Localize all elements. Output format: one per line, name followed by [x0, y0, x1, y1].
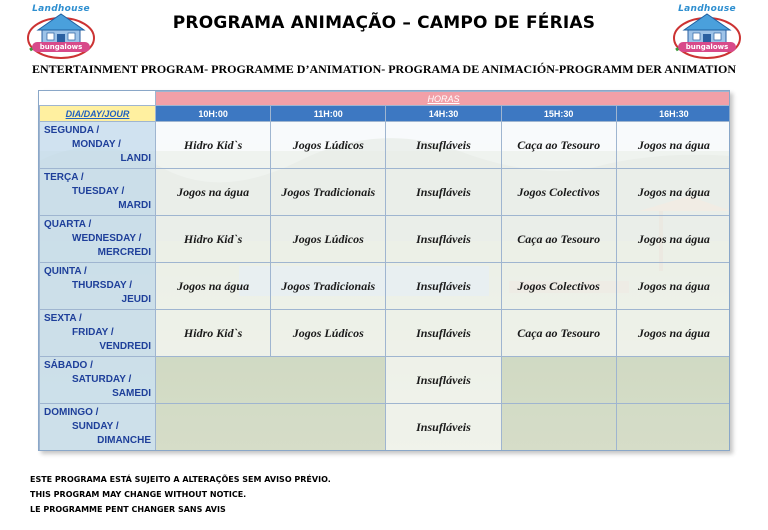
- activity-cell: Jogos na água: [616, 216, 730, 263]
- day-name-en: THURSDAY /: [72, 280, 133, 291]
- activity-cell-empty: [616, 404, 730, 451]
- activity-cell: Jogos na água: [156, 263, 271, 310]
- day-label: [40, 404, 156, 451]
- day-name-pt: QUARTA /: [44, 219, 92, 230]
- activity-cell: Jogos Lúdicos: [271, 122, 386, 169]
- day-name-pt: TERÇA /: [44, 172, 84, 183]
- day-label: [40, 263, 156, 310]
- day-name-en: TUESDAY /: [72, 186, 125, 197]
- hour-header: 11H:00: [271, 106, 386, 122]
- activity-cell: Jogos Lúdicos: [271, 310, 386, 357]
- day-name-fr: SAMEDI: [112, 388, 151, 399]
- activity-cell: Jogos na água: [616, 263, 730, 310]
- logo-subtext: bungalows: [678, 42, 736, 52]
- day-label: [40, 357, 156, 404]
- day-name-fr: DIMANCHE: [97, 435, 151, 446]
- logo-subtext: bungalows: [32, 42, 90, 52]
- logo-text: Landhouse: [678, 4, 736, 14]
- activity-cell: Insufláveis: [386, 404, 501, 451]
- activity-cell: Jogos Lúdicos: [271, 216, 386, 263]
- activity-cell: Hidro Kid`s: [156, 216, 271, 263]
- activity-cell: Caça ao Tesouro: [501, 216, 616, 263]
- day-name-pt: SÁBADO /: [44, 360, 93, 371]
- hour-header: 16H:30: [616, 106, 730, 122]
- day-name-pt: DOMINGO /: [44, 407, 99, 418]
- activity-cell: Jogos na água: [616, 122, 730, 169]
- landhouse-logo-right: [668, 4, 746, 60]
- hour-header: 14H:30: [386, 106, 501, 122]
- day-row-sunday: [40, 404, 731, 451]
- day-label: [40, 216, 156, 263]
- activity-cell: Insufláveis: [386, 263, 501, 310]
- activity-cell: Hidro Kid`s: [156, 122, 271, 169]
- day-name-fr: VENDREDI: [99, 341, 151, 352]
- disclaimer-notes: [30, 472, 530, 517]
- day-label: [40, 169, 156, 216]
- activity-cell: Jogos Colectivos: [501, 263, 616, 310]
- activity-cell: Insufláveis: [386, 310, 501, 357]
- day-name-en: SATURDAY /: [72, 374, 132, 385]
- activity-cell: Jogos na água: [616, 310, 730, 357]
- activity-cell: Insufláveis: [386, 169, 501, 216]
- activity-cell: Insufláveis: [386, 357, 501, 404]
- day-name-en: SUNDAY /: [72, 421, 119, 432]
- hour-header: 15H:30: [501, 106, 616, 122]
- day-row-friday: [40, 310, 731, 357]
- day-name-pt: SEXTA /: [44, 313, 82, 324]
- note-en: THIS PROGRAM MAY CHANGE WITHOUT NOTICE.: [30, 490, 247, 499]
- activity-cell: Insufláveis: [386, 216, 501, 263]
- page-subtitle: ENTERTAINMENT PROGRAM- PROGRAMME D’ANIMATION- PROGRAMA DE ANIMACIÓN-PROGRAMM DER ANIMATION: [32, 62, 736, 76]
- activity-cell: Jogos Tradicionais: [271, 169, 386, 216]
- hour-header: 10H:00: [156, 106, 271, 122]
- horas-spacer: [40, 92, 156, 106]
- schedule-grid: [39, 91, 730, 451]
- day-row-monday: [40, 122, 731, 169]
- horas-label: HORAS: [156, 92, 731, 106]
- activity-cell: Jogos Tradicionais: [271, 263, 386, 310]
- activity-cell: Insufláveis: [386, 122, 501, 169]
- page-title: PROGRAMA ANIMAÇÃO – CAMPO DE FÉRIAS: [172, 13, 596, 33]
- activity-cell-empty: [501, 404, 616, 451]
- landhouse-logo-left: [22, 4, 100, 60]
- day-name-en: WEDNESDAY /: [72, 233, 142, 244]
- day-name-fr: JEUDI: [121, 294, 151, 305]
- activity-cell: Jogos na água: [616, 169, 730, 216]
- day-name-en: FRIDAY /: [72, 327, 114, 338]
- activity-cell-empty: [156, 357, 386, 404]
- activity-cell: Jogos Colectivos: [501, 169, 616, 216]
- schedule-table: [38, 90, 730, 451]
- note-fr: LE PROGRAMME PENT CHANGER SANS AVIS: [30, 505, 226, 514]
- activity-cell: Caça ao Tesouro: [501, 122, 616, 169]
- day-name-pt: SEGUNDA /: [44, 125, 100, 136]
- activity-cell-empty: [156, 404, 386, 451]
- day-column-header: DIA/DAY/JOUR: [40, 106, 156, 122]
- day-row-wednesday: [40, 216, 731, 263]
- day-name-fr: LANDI: [120, 153, 151, 164]
- logo-text: Landhouse: [32, 4, 90, 14]
- day-name-pt: QUINTA /: [44, 266, 87, 277]
- day-name-en: MONDAY /: [72, 139, 121, 150]
- day-name-fr: MERCREDI: [97, 247, 151, 258]
- activity-cell: Jogos na água: [156, 169, 271, 216]
- note-pt: ESTE PROGRAMA ESTÁ SUJEITO A ALTERAÇÕES SEM AVISO PRÉVIO.: [30, 475, 331, 484]
- day-row-saturday: [40, 357, 731, 404]
- day-row-thursday: [40, 263, 731, 310]
- activity-cell-empty: [501, 357, 616, 404]
- day-label: [40, 122, 156, 169]
- day-label: [40, 310, 156, 357]
- day-name-fr: MARDI: [118, 200, 151, 211]
- activity-cell: Hidro Kid`s: [156, 310, 271, 357]
- activity-cell: Caça ao Tesouro: [501, 310, 616, 357]
- activity-cell-empty: [616, 357, 730, 404]
- day-row-tuesday: [40, 169, 731, 216]
